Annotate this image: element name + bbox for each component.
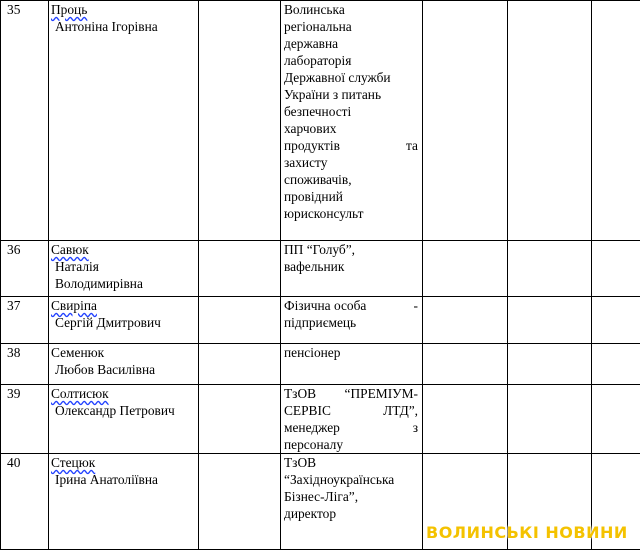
workplace-line: України з питань — [284, 86, 418, 103]
empty-cell — [423, 385, 508, 454]
workplace-cell — [281, 1, 423, 241]
table-row — [1, 297, 640, 344]
workplace-line: юрисконсульт — [284, 205, 418, 222]
workplace-line — [284, 419, 418, 436]
table-row — [1, 1, 640, 241]
workplace-line: ПП “Голуб”, — [284, 241, 418, 258]
workplace-line: директор — [284, 505, 418, 522]
empty-cell — [423, 241, 508, 297]
surname: Проць — [51, 1, 198, 18]
surname: Свиріпа — [51, 297, 198, 314]
given-names-line: Наталія — [51, 258, 198, 275]
workplace-line-end: та — [406, 137, 418, 154]
row-number: 40 — [1, 454, 49, 550]
empty-cell — [592, 1, 640, 241]
workplace-line — [284, 385, 418, 402]
empty-cell — [592, 241, 640, 297]
watermark-logo: ВОЛИНСЬКІ НОВИНИ — [426, 523, 628, 542]
table-row — [1, 241, 640, 297]
person-name-cell — [49, 297, 199, 344]
given-names-line: Володимирівна — [51, 275, 198, 292]
given-names-line: Любов Василівна — [51, 361, 198, 378]
surname: Семенюк — [51, 344, 198, 361]
workplace-line-end: - — [414, 297, 418, 314]
workplace-line — [284, 297, 418, 314]
workplace-line: регіональна — [284, 18, 418, 35]
workplace-line-end: ЛТД”, — [383, 402, 418, 419]
empty-cell — [199, 385, 281, 454]
surname: Савюк — [51, 241, 198, 258]
workplace-line-start: СЕРВІС — [284, 402, 331, 419]
workplace-line: провідний — [284, 188, 418, 205]
workplace-line: Волинська — [284, 1, 418, 18]
person-name-cell — [49, 344, 199, 385]
workplace-line: вафельник — [284, 258, 418, 275]
workplace-line-start: ТзОВ — [284, 385, 316, 402]
workplace-line-start: Фізична особа — [284, 297, 366, 314]
row-number: 35 — [1, 1, 49, 241]
empty-cell — [199, 297, 281, 344]
workplace-line: державна — [284, 35, 418, 52]
workplace-line: лабораторія — [284, 52, 418, 69]
row-number: 36 — [1, 241, 49, 297]
person-name-cell — [49, 454, 199, 550]
row-number: 39 — [1, 385, 49, 454]
empty-cell — [199, 344, 281, 385]
workplace-line: споживачів, — [284, 171, 418, 188]
workplace-line: Державної служби — [284, 69, 418, 86]
table-row — [1, 344, 640, 385]
workplace-line: “Західноукраїнська — [284, 471, 418, 488]
workplace-line: Бізнес-Ліга”, — [284, 488, 418, 505]
table-row — [1, 385, 640, 454]
empty-cell — [508, 385, 592, 454]
workplace-cell — [281, 454, 423, 550]
workplace-line: захисту — [284, 154, 418, 171]
workplace-line: пенсіонер — [284, 344, 418, 361]
person-name-cell — [49, 241, 199, 297]
empty-cell — [423, 344, 508, 385]
row-number: 38 — [1, 344, 49, 385]
workplace-cell — [281, 344, 423, 385]
person-name-cell — [49, 385, 199, 454]
given-names-line: Сергій Дмитрович — [51, 314, 198, 331]
surname: Солтисюк — [51, 385, 198, 402]
empty-cell — [508, 344, 592, 385]
workplace-line: ТзОВ — [284, 454, 418, 471]
workplace-line — [284, 402, 418, 419]
empty-cell — [592, 297, 640, 344]
row-number: 37 — [1, 297, 49, 344]
workplace-line-start: продуктів — [284, 137, 340, 154]
workplace-line — [284, 137, 418, 154]
workplace-cell — [281, 385, 423, 454]
given-names-line: Ірина Анатоліївна — [51, 471, 198, 488]
workplace-cell — [281, 297, 423, 344]
empty-cell — [508, 297, 592, 344]
empty-cell — [199, 1, 281, 241]
empty-cell — [199, 454, 281, 550]
empty-cell — [423, 1, 508, 241]
empty-cell — [199, 241, 281, 297]
empty-cell — [423, 297, 508, 344]
person-name-cell — [49, 1, 199, 241]
workplace-line: персоналу — [284, 436, 418, 453]
workplace-line: безпечності — [284, 103, 418, 120]
given-names-line: Олександр Петрович — [51, 402, 198, 419]
workplace-line-end: з — [413, 419, 418, 436]
surname: Стецюк — [51, 454, 198, 471]
empty-cell — [508, 1, 592, 241]
given-names-line: Антоніна Ігорівна — [51, 18, 198, 35]
workplace-line: підприємець — [284, 314, 418, 331]
empty-cell — [592, 344, 640, 385]
empty-cell — [592, 385, 640, 454]
workplace-line-start: менеджер — [284, 419, 340, 436]
workplace-line: харчових — [284, 120, 418, 137]
empty-cell — [508, 241, 592, 297]
workplace-cell — [281, 241, 423, 297]
workplace-line-end: “ПРЕМІУМ- — [345, 385, 418, 402]
